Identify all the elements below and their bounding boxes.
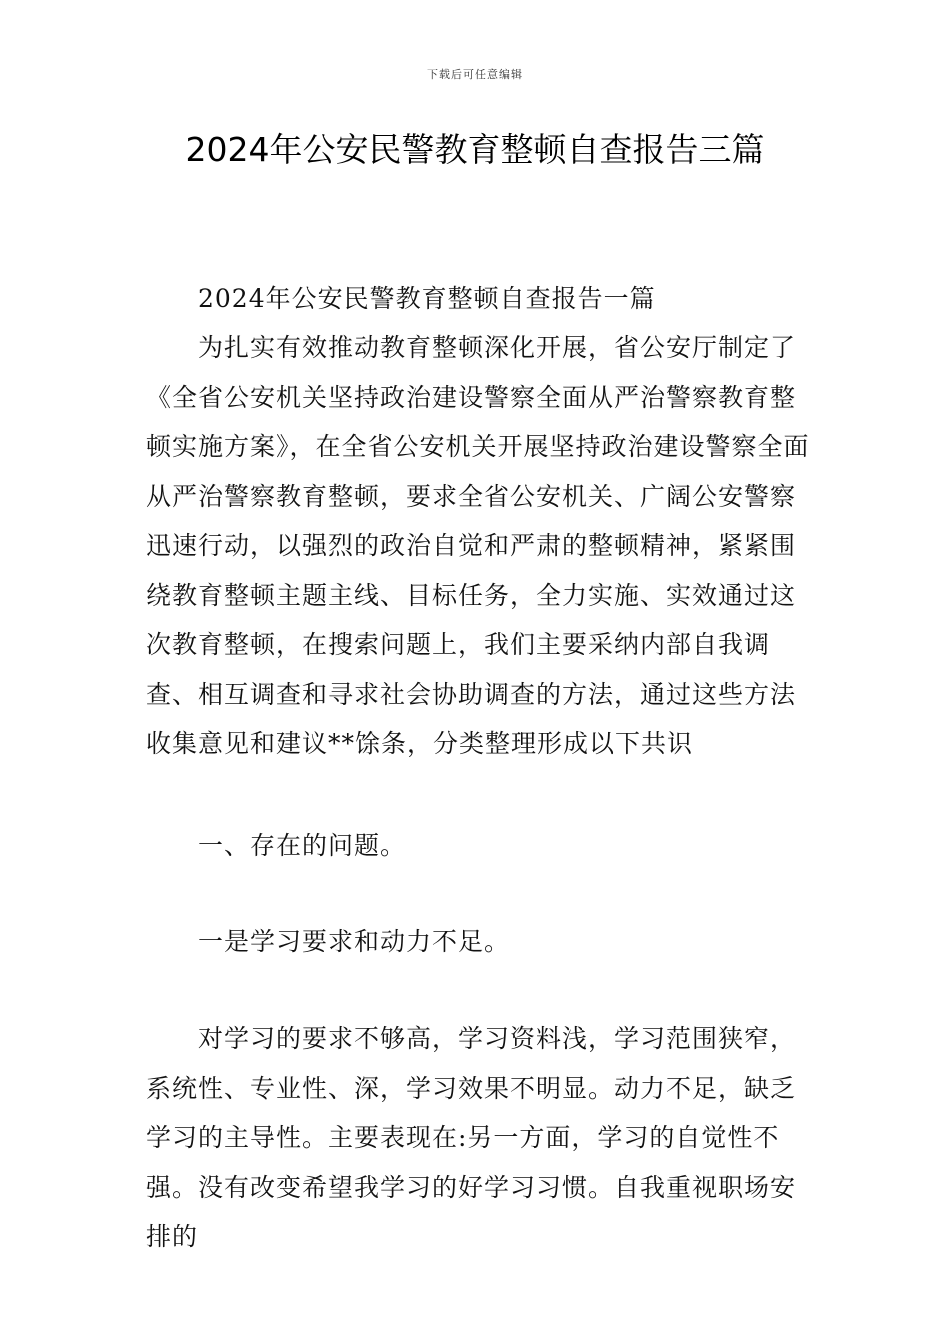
document-title: 2024年公安民警教育整顿自查报告三篇: [185, 130, 765, 169]
intro-paragraph: 为扎实有效推动教育整顿深化开展，省公安厅制定了《全省公安机关坚持政治建设警察全面从严治警察教育整顿实施方案》，在全省公安机关开展坚持政治建设警察全面从严治警察教育整顿，要求全省公安机关、广阔公安警察迅速行动，以强烈的政治自觉和严肃的整顿精神，紧紧围绕教育整顿主题主线、目标任务，全力实施、实效通过这次教育整顿，在搜索问题上，我们主要采纳内部自我调查、相互调查和寻求社会协助调查的方法，通过这些方法收集意见和建议**馀条，分类整理形成以下共识: [146, 333, 810, 758]
sub-title: 2024年公安民警教育整顿自查报告一篇: [198, 284, 656, 313]
detail-paragraph: 对学习的要求不够高，学习资料浅，学习范围狭窄，系统性、专业性、深，学习效果不明显。动力不足，缺乏学习的主导性。主要表现在:另一方面，学习的自觉性不强。没有改变希望我学习的好学习习惯。自我重视职场安排的: [146, 1024, 797, 1251]
point-heading-study: 一是学习要求和动力不足。: [198, 927, 511, 956]
header-note: 下载后可任意编辑: [427, 68, 523, 81]
section-heading-problems: 一、存在的问题。: [198, 831, 407, 860]
